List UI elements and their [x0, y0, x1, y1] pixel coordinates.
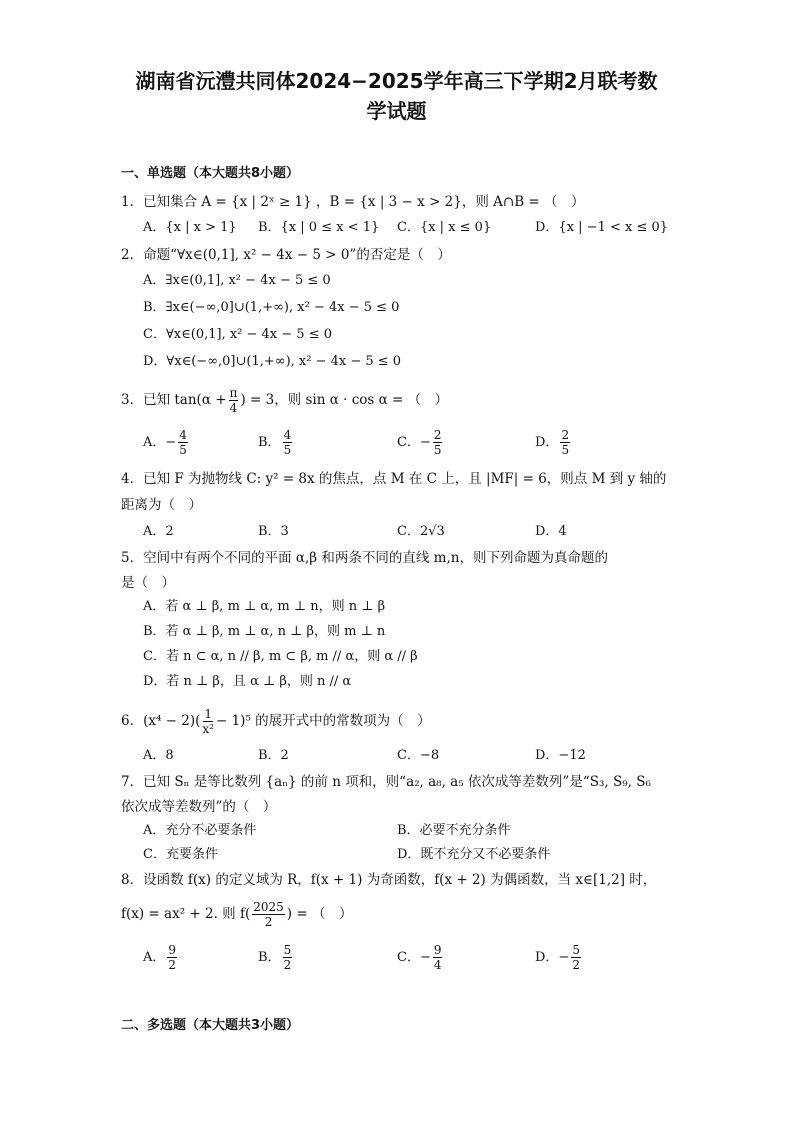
question-8-stem-cont: f(x) = ax² + 2. 则 f( $\frac{2025}{2}$ ) = （ ）	[121, 900, 353, 929]
q1-option-b: B．{x | 0 ≤ x < 1}	[258, 220, 380, 235]
q5-option-c: C．若 n ⊂ α, n // β, m ⊂ β, m // α，则 α // β	[143, 649, 418, 664]
q2-option-c: C．∀x∈(0,1], x² − 4x − 5 ≤ 0	[143, 327, 332, 342]
page-title	[60, 66, 733, 126]
q6-option-b: B．2	[258, 748, 289, 763]
title-line-1: 湖南省沅澧共同体2024−2025学年高三下学期2月联考数	[135, 69, 658, 93]
question-1-stem: 1．已知集合 A = {x | 2ˣ ≥ 1} ，B = {x | 3 − x > 2}，则 A∩B = （ ）	[121, 194, 585, 210]
question-2-stem: 2．命题“∀x∈(0,1], x² − 4x − 5 > 0”的否定是（ ）	[121, 247, 451, 263]
q7-option-c: C．充要条件	[143, 847, 218, 862]
question-7-stem-cont: 依次成等差数列”的（ ）	[121, 799, 277, 815]
fraction: $\frac{1}{\text{x²}}$	[202, 707, 214, 736]
q8-option-c: C．− $\frac{9}{4}$	[397, 943, 442, 972]
fraction: $\frac{\pi}{4}$	[229, 386, 238, 415]
fraction: $\frac{2025}{2}$	[253, 900, 284, 929]
q7-option-b: B．必要不充分条件	[397, 823, 511, 838]
q5-option-a: A．若 α ⊥ β, m ⊥ α, m ⊥ n，则 n ⊥ β	[143, 599, 386, 614]
q4-option-c: C．2√3	[397, 524, 445, 539]
q1-option-c: C．{x | x ≤ 0}	[397, 220, 492, 235]
q1-option-d: D．{x | −1 < x ≤ 0}	[535, 220, 669, 235]
q3-option-b: B． $\frac{4}{5}$	[258, 428, 292, 457]
q3-option-a: A．− $\frac{4}{5}$	[143, 428, 187, 457]
q6-option-a: A．8	[143, 748, 174, 763]
q4-option-d: D．4	[535, 524, 567, 539]
question-5-stem: 5．空间中有两个不同的平面 α,β 和两条不同的直线 m,n，则下列命题为真命题的	[121, 550, 608, 566]
q2-option-d: D．∀x∈(−∞,0]∪(1,+∞), x² − 4x − 5 ≤ 0	[143, 354, 402, 369]
q7-option-d: D．既不充分又不必要条件	[397, 847, 551, 862]
question-4-stem-cont: 距离为（ ）	[121, 497, 202, 513]
q1-option-a: A．{x | x > 1}	[143, 220, 237, 235]
section-heading-multi-choice: 二、多选题（本大题共3小题）	[121, 1018, 300, 1033]
question-6-stem: 6．(x⁴ − 2)( $\frac{1}{\text{x²}}$ − 1)⁵ 的展开式中的常数项为（ ）	[121, 707, 431, 736]
q3-option-c: C．− $\frac{2}{5}$	[397, 428, 442, 457]
question-8-stem: 8．设函数 f(x) 的定义域为 R，f(x + 1) 为奇函数，f(x + 2) 为偶函数，当 x∈[1,2] 时，	[121, 872, 657, 888]
q7-option-a: A．充分不必要条件	[143, 823, 257, 838]
q6-option-c: C．−8	[397, 748, 440, 763]
q4-option-b: B．3	[258, 524, 289, 539]
question-5-stem-cont: 是（ ）	[121, 575, 175, 591]
title-line-2: 学试题	[366, 99, 427, 123]
q6-option-d: D．−12	[535, 748, 586, 763]
q5-option-b: B．若 α ⊥ β, m ⊥ α, n ⊥ β，则 m ⊥ n	[143, 624, 386, 639]
q4-option-a: A．2	[143, 524, 174, 539]
q3-option-d: D． $\frac{2}{5}$	[535, 428, 570, 457]
q5-option-d: D．若 n ⊥ β，且 α ⊥ β，则 n // α	[143, 674, 352, 689]
q8-option-d: D．− $\frac{5}{2}$	[535, 943, 580, 972]
question-3-stem: 3．已知 tan(α + $\frac{\pi}{4}$ ) = 3，则 sin α · cos α = （ ）	[121, 386, 449, 415]
q8-option-b: B． $\frac{5}{2}$	[258, 943, 292, 972]
question-7-stem: 7．已知 Sₙ 是等比数列 {aₙ} 的前 n 项和，则“a₂, a₈, a₅ 依次成等差数列”是“S₃, S₉, S₆	[121, 774, 651, 790]
section-heading-single-choice: 一、单选题（本大题共8小题）	[121, 166, 300, 181]
question-4-stem: 4．已知 F 为抛物线 C: y² = 8x 的焦点，点 M 在 C 上，且 |MF| = 6，则点 M 到 y 轴的	[121, 471, 667, 487]
q2-option-b: B．∃x∈(−∞,0]∪(1,+∞), x² − 4x − 5 ≤ 0	[143, 300, 400, 315]
q2-option-a: A．∃x∈(0,1], x² − 4x − 5 ≤ 0	[143, 273, 331, 288]
q8-option-a: A． $\frac{9}{2}$	[143, 943, 177, 972]
